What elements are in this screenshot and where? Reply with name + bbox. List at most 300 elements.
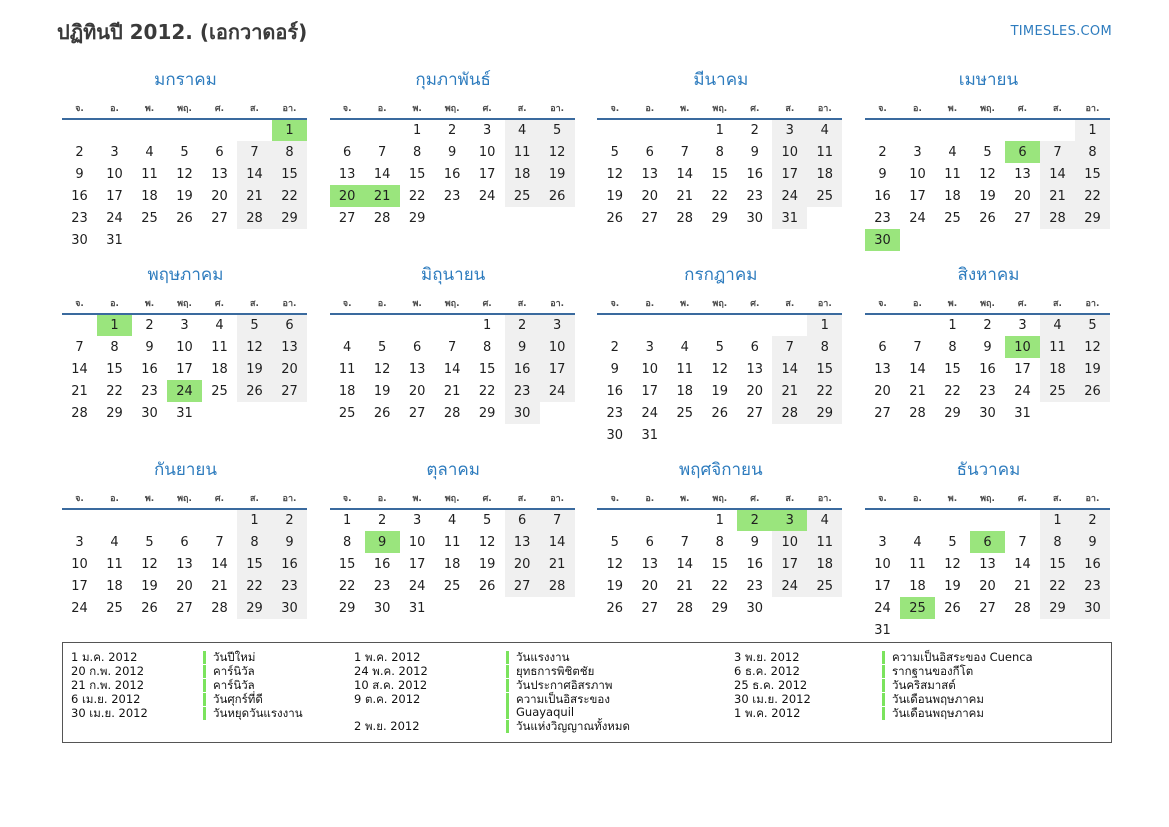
day-cell: 22 xyxy=(237,575,272,597)
day-cell: 15 xyxy=(272,163,307,185)
month-9 xyxy=(62,456,309,632)
empty-cell xyxy=(62,119,97,141)
day-cell: 9 xyxy=(610,361,619,377)
empty-cell xyxy=(540,402,575,424)
day-cell: 7 xyxy=(378,144,387,160)
month-11 xyxy=(597,456,844,632)
weekday-header: จ. xyxy=(75,104,84,114)
day-cell: 31 xyxy=(408,600,426,616)
day-cell: 4 xyxy=(505,119,540,141)
day-cell: 3 xyxy=(180,318,189,333)
weekday-header: อ. xyxy=(913,299,922,309)
empty-cell xyxy=(807,597,842,619)
day-cell: 23 xyxy=(746,188,764,204)
legend-row xyxy=(354,665,656,678)
day-cell: 11 xyxy=(944,166,961,182)
day-cell: 13 xyxy=(874,361,891,377)
day-cell: 29 xyxy=(408,210,426,226)
holiday-day-cell: 30 xyxy=(865,229,900,251)
day-cell: 18 xyxy=(1040,358,1075,380)
day-cell: 10 xyxy=(909,166,926,182)
day-cell: 10 xyxy=(71,556,88,572)
day-cell: 11 xyxy=(211,339,228,355)
day-cell: 15 xyxy=(711,166,729,182)
weekday-header: อ. xyxy=(645,494,655,504)
weekday-header: ส. xyxy=(1053,299,1062,309)
month-grid xyxy=(62,491,307,619)
day-cell: 10 xyxy=(772,141,807,163)
weekday-header: อา. xyxy=(1085,299,1100,309)
day-cell: 14 xyxy=(1014,556,1031,572)
empty-cell xyxy=(470,597,505,619)
day-cell: 24 xyxy=(641,405,659,421)
day-cell: 13 xyxy=(1014,166,1031,182)
day-cell: 26 xyxy=(237,380,272,402)
weekday-header: พ. xyxy=(144,494,155,504)
empty-cell xyxy=(505,207,540,229)
empty-cell xyxy=(935,619,970,641)
day-cell: 20 xyxy=(505,553,540,575)
month-3 xyxy=(597,66,844,242)
day-cell: 22 xyxy=(272,185,307,207)
day-cell: 28 xyxy=(71,405,88,421)
day-cell: 14 xyxy=(211,556,228,572)
day-cell: 21 xyxy=(1014,578,1031,594)
day-cell: 29 xyxy=(807,402,842,424)
day-cell: 20 xyxy=(874,383,891,399)
weekday-header: อ. xyxy=(110,104,119,114)
day-cell: 5 xyxy=(983,144,992,160)
day-cell: 27 xyxy=(979,600,996,616)
day-cell: 21 xyxy=(71,383,88,399)
day-cell: 2 xyxy=(448,123,457,138)
day-cell: 9 xyxy=(448,144,457,160)
weekday-header: ศ. xyxy=(750,104,760,114)
day-cell: 14 xyxy=(443,361,461,377)
day-cell: 14 xyxy=(676,166,694,182)
day-cell: 26 xyxy=(176,210,193,226)
weekday-header: พฤ. xyxy=(980,299,995,309)
day-cell: 29 xyxy=(711,210,729,226)
weekday-header: พฤ. xyxy=(444,104,460,114)
weekday-header: อ. xyxy=(913,494,922,504)
day-cell: 30 xyxy=(746,210,764,226)
day-cell: 25 xyxy=(338,405,356,421)
empty-cell xyxy=(167,229,202,251)
month-title: กุมภาพันธ์ xyxy=(415,70,491,90)
month-grid xyxy=(330,491,575,619)
day-cell: 16 xyxy=(874,188,891,204)
day-cell: 7 xyxy=(1018,534,1027,550)
weekday-header: จ. xyxy=(878,104,887,114)
day-cell: 19 xyxy=(373,383,391,399)
day-cell: 25 xyxy=(106,600,123,616)
empty-cell xyxy=(540,207,575,229)
day-cell: 18 xyxy=(141,188,158,204)
day-cell: 6 xyxy=(272,314,307,336)
day-cell: 3 xyxy=(413,513,422,528)
day-cell: 2 xyxy=(145,318,154,333)
day-cell: 12 xyxy=(606,556,624,572)
legend-row xyxy=(354,651,656,664)
holiday-day-cell: 24 xyxy=(167,380,202,402)
day-cell: 31 xyxy=(772,207,807,229)
empty-cell xyxy=(1005,229,1040,251)
day-cell: 19 xyxy=(606,188,624,204)
month-grid xyxy=(597,296,842,446)
day-cell: 21 xyxy=(1040,185,1075,207)
day-cell: 26 xyxy=(944,600,961,616)
month-title: พฤษภาคม xyxy=(147,265,224,285)
empty-cell xyxy=(1075,229,1110,251)
month-grid xyxy=(62,101,307,251)
day-cell: 15 xyxy=(944,361,961,377)
day-cell: 8 xyxy=(1075,141,1110,163)
legend-row xyxy=(71,679,354,692)
day-cell: 1 xyxy=(948,318,957,333)
weekday-header: ส. xyxy=(517,299,527,309)
empty-cell xyxy=(365,119,400,141)
day-cell: 26 xyxy=(478,578,496,594)
holiday-day-cell: 1 xyxy=(272,119,307,141)
empty-cell xyxy=(272,402,307,424)
day-cell: 14 xyxy=(237,163,272,185)
day-cell: 17 xyxy=(772,553,807,575)
empty-cell xyxy=(900,314,935,336)
legend-column-3 xyxy=(734,650,1103,721)
empty-cell xyxy=(702,424,737,446)
holiday-name: วันศุกร์ที่ดี xyxy=(203,693,263,706)
day-cell: 3 xyxy=(75,534,84,550)
day-cell: 2 xyxy=(505,314,540,336)
day-cell: 10 xyxy=(176,339,193,355)
day-cell: 26 xyxy=(606,210,624,226)
weekday-header: อ. xyxy=(913,104,922,114)
day-cell: 16 xyxy=(141,361,158,377)
day-cell: 29 xyxy=(106,405,123,421)
day-cell: 10 xyxy=(408,534,426,550)
empty-cell xyxy=(667,314,702,336)
weekday-header: ส. xyxy=(517,494,527,504)
day-cell: 21 xyxy=(676,578,694,594)
empty-cell xyxy=(1040,619,1075,641)
day-cell: 2 xyxy=(750,123,759,138)
month-grid xyxy=(62,296,307,424)
empty-cell xyxy=(807,207,842,229)
day-cell: 4 xyxy=(145,144,154,160)
empty-cell xyxy=(1040,402,1075,424)
empty-cell xyxy=(935,509,970,531)
day-cell: 23 xyxy=(979,383,996,399)
day-cell: 13 xyxy=(408,361,426,377)
day-cell: 4 xyxy=(1040,314,1075,336)
holiday-name: วันปีใหม่ xyxy=(203,651,255,664)
weekday-header: จ. xyxy=(342,494,352,504)
month-grid xyxy=(865,101,1110,251)
day-cell: 7 xyxy=(75,339,84,355)
weekday-header: อา. xyxy=(817,494,832,504)
day-cell: 24 xyxy=(772,185,807,207)
weekday-header: ศ. xyxy=(482,104,492,114)
day-cell: 13 xyxy=(641,556,659,572)
empty-cell xyxy=(772,314,807,336)
month-title: มิถุนายน xyxy=(421,265,486,285)
holiday-date: 6 เม.ย. 2012 xyxy=(71,692,141,706)
empty-cell xyxy=(865,509,900,531)
day-cell: 22 xyxy=(807,380,842,402)
day-cell: 18 xyxy=(338,383,356,399)
legend-row xyxy=(71,693,354,706)
day-cell: 20 xyxy=(746,383,764,399)
day-cell: 24 xyxy=(478,188,496,204)
day-cell: 1 xyxy=(1075,119,1110,141)
day-cell: 10 xyxy=(540,336,575,358)
empty-cell xyxy=(900,119,935,141)
holiday-day-cell: 2 xyxy=(737,509,772,531)
day-cell: 7 xyxy=(680,534,689,550)
empty-cell xyxy=(737,424,772,446)
day-cell: 20 xyxy=(979,578,996,594)
day-cell: 8 xyxy=(1040,531,1075,553)
empty-cell xyxy=(435,207,470,229)
day-cell: 9 xyxy=(145,339,154,355)
holiday-date: 21 ก.พ. 2012 xyxy=(71,678,145,692)
holiday-name: ความเป็นอิสระของ Cuenca xyxy=(882,651,1033,664)
weekday-header: อา. xyxy=(817,299,832,309)
day-cell: 5 xyxy=(483,513,492,528)
day-cell: 8 xyxy=(948,339,957,355)
day-cell: 23 xyxy=(606,405,624,421)
empty-cell xyxy=(970,229,1005,251)
empty-cell xyxy=(202,402,237,424)
day-cell: 19 xyxy=(176,188,193,204)
day-cell: 1 xyxy=(715,513,724,528)
day-cell: 17 xyxy=(106,188,123,204)
holiday-day-cell: 20 xyxy=(330,185,365,207)
weekday-header: อา. xyxy=(550,299,565,309)
day-cell: 22 xyxy=(408,188,426,204)
day-cell: 3 xyxy=(645,339,654,355)
day-cell: 22 xyxy=(944,383,961,399)
month-grid xyxy=(330,296,575,424)
empty-cell xyxy=(132,229,167,251)
day-cell: 4 xyxy=(948,144,957,160)
day-cell: 21 xyxy=(237,185,272,207)
day-cell: 17 xyxy=(909,188,926,204)
empty-cell xyxy=(167,119,202,141)
weekday-header: ส. xyxy=(785,494,795,504)
holiday-name: วันแรงงาน xyxy=(506,651,569,664)
day-cell: 18 xyxy=(944,188,961,204)
weekday-header: จ. xyxy=(75,299,84,309)
weekday-header: พฤ. xyxy=(712,299,728,309)
day-cell: 17 xyxy=(874,578,891,594)
weekday-header: ส. xyxy=(785,299,795,309)
day-cell: 3 xyxy=(772,119,807,141)
month-grid xyxy=(865,296,1110,424)
weekday-header: อ. xyxy=(377,104,387,114)
day-cell: 15 xyxy=(807,358,842,380)
weekday-header: พ. xyxy=(144,104,155,114)
day-cell: 29 xyxy=(478,405,496,421)
empty-cell xyxy=(505,597,540,619)
day-cell: 8 xyxy=(237,531,272,553)
legend-row xyxy=(734,679,1103,692)
day-cell: 5 xyxy=(540,119,575,141)
day-cell: 31 xyxy=(874,622,891,638)
day-cell: 4 xyxy=(913,534,922,550)
weekday-header: จ. xyxy=(610,494,620,504)
site-link[interactable]: TIMESLES.COM xyxy=(1010,24,1112,39)
empty-cell xyxy=(202,509,237,531)
weekday-header: พ. xyxy=(412,104,422,114)
day-cell: 3 xyxy=(878,534,887,550)
day-cell: 28 xyxy=(676,210,694,226)
day-cell: 27 xyxy=(408,405,426,421)
day-cell: 27 xyxy=(641,600,659,616)
empty-cell xyxy=(702,314,737,336)
weekday-header: จ. xyxy=(75,494,84,504)
weekday-header: จ. xyxy=(878,494,887,504)
day-cell: 12 xyxy=(606,166,624,182)
day-cell: 6 xyxy=(413,339,422,355)
weekday-header: ศ. xyxy=(482,299,492,309)
holiday-name: วันคริสมาสต์ xyxy=(882,679,956,692)
month-2 xyxy=(330,66,577,242)
legend-row xyxy=(734,707,1103,720)
day-cell: 26 xyxy=(979,210,996,226)
day-cell: 8 xyxy=(272,141,307,163)
day-cell: 23 xyxy=(505,380,540,402)
month-12 xyxy=(865,456,1112,638)
legend-row xyxy=(734,651,1103,664)
day-cell: 4 xyxy=(680,339,689,355)
weekday-header: พ. xyxy=(412,494,422,504)
day-cell: 19 xyxy=(237,358,272,380)
day-cell: 12 xyxy=(944,556,961,572)
day-cell: 10 xyxy=(106,166,123,182)
day-cell: 27 xyxy=(272,380,307,402)
day-cell: 11 xyxy=(338,361,356,377)
day-cell: 12 xyxy=(540,141,575,163)
day-cell: 15 xyxy=(1075,163,1110,185)
day-cell: 22 xyxy=(711,188,729,204)
day-cell: 29 xyxy=(1075,207,1110,229)
day-cell: 28 xyxy=(237,207,272,229)
day-cell: 16 xyxy=(71,188,88,204)
day-cell: 20 xyxy=(272,358,307,380)
day-cell: 26 xyxy=(1075,380,1110,402)
day-cell: 6 xyxy=(645,144,654,160)
day-cell: 28 xyxy=(676,600,694,616)
weekday-header: อา. xyxy=(550,104,565,114)
day-cell: 3 xyxy=(483,123,492,138)
weekday-header: ศ. xyxy=(1017,299,1028,309)
empty-cell xyxy=(237,119,272,141)
weekday-header: พฤ. xyxy=(712,104,728,114)
day-cell: 4 xyxy=(215,318,224,333)
day-cell: 10 xyxy=(874,556,891,572)
day-cell: 30 xyxy=(746,600,764,616)
empty-cell xyxy=(202,229,237,251)
day-cell: 13 xyxy=(505,531,540,553)
empty-cell xyxy=(900,509,935,531)
empty-cell xyxy=(400,314,435,336)
day-cell: 19 xyxy=(944,578,961,594)
empty-cell xyxy=(597,509,632,531)
day-cell: 31 xyxy=(1014,405,1031,421)
day-cell: 17 xyxy=(71,578,88,594)
day-cell: 30 xyxy=(606,427,624,443)
day-cell: 9 xyxy=(272,531,307,553)
day-cell: 2 xyxy=(75,144,84,160)
holiday-day-cell: 10 xyxy=(1005,336,1040,358)
weekday-header: ส. xyxy=(785,104,795,114)
day-cell: 18 xyxy=(211,361,228,377)
day-cell: 19 xyxy=(141,578,158,594)
legend-row xyxy=(354,693,656,719)
weekday-header: พ. xyxy=(947,299,958,309)
legend-column-2 xyxy=(354,650,656,734)
holiday-date: 20 ก.พ. 2012 xyxy=(71,664,145,678)
day-cell: 24 xyxy=(874,600,891,616)
day-cell: 18 xyxy=(909,578,926,594)
day-cell: 16 xyxy=(746,166,764,182)
month-5 xyxy=(62,261,309,437)
weekday-header: พฤ. xyxy=(980,494,995,504)
weekday-header: พฤ. xyxy=(980,104,995,114)
month-title: มีนาคม xyxy=(693,70,749,90)
day-cell: 11 xyxy=(909,556,926,572)
day-cell: 22 xyxy=(1040,575,1075,597)
day-cell: 8 xyxy=(715,534,724,550)
day-cell: 27 xyxy=(211,210,228,226)
day-cell: 23 xyxy=(1075,575,1110,597)
day-cell: 15 xyxy=(478,361,496,377)
weekday-header: ส. xyxy=(1053,104,1062,114)
day-cell: 16 xyxy=(1075,553,1110,575)
day-cell: 9 xyxy=(750,534,759,550)
weekday-header: ศ. xyxy=(1017,494,1028,504)
day-cell: 3 xyxy=(913,144,922,160)
day-cell: 4 xyxy=(110,534,119,550)
empty-cell xyxy=(365,314,400,336)
day-cell: 15 xyxy=(106,361,123,377)
day-cell: 20 xyxy=(408,383,426,399)
day-cell: 12 xyxy=(1075,336,1110,358)
day-cell: 14 xyxy=(1040,163,1075,185)
day-cell: 30 xyxy=(505,402,540,424)
month-7 xyxy=(597,261,844,443)
day-cell: 11 xyxy=(676,361,694,377)
holiday-date: 24 พ.ค. 2012 xyxy=(354,664,428,678)
day-cell: 9 xyxy=(750,144,759,160)
legend-row xyxy=(71,651,354,664)
holiday-date: 2 พ.ย. 2012 xyxy=(354,719,420,733)
holiday-date: 1 พ.ค. 2012 xyxy=(734,706,801,720)
weekday-header: ศ. xyxy=(214,104,225,114)
empty-cell xyxy=(1040,229,1075,251)
day-cell: 24 xyxy=(106,210,123,226)
weekday-header: อา. xyxy=(282,104,297,114)
day-cell: 23 xyxy=(272,575,307,597)
day-cell: 10 xyxy=(478,144,496,160)
day-cell: 12 xyxy=(979,166,996,182)
weekday-header: จ. xyxy=(342,104,352,114)
day-cell: 9 xyxy=(1075,531,1110,553)
month-grid xyxy=(865,491,1110,641)
legend-row xyxy=(354,679,656,692)
